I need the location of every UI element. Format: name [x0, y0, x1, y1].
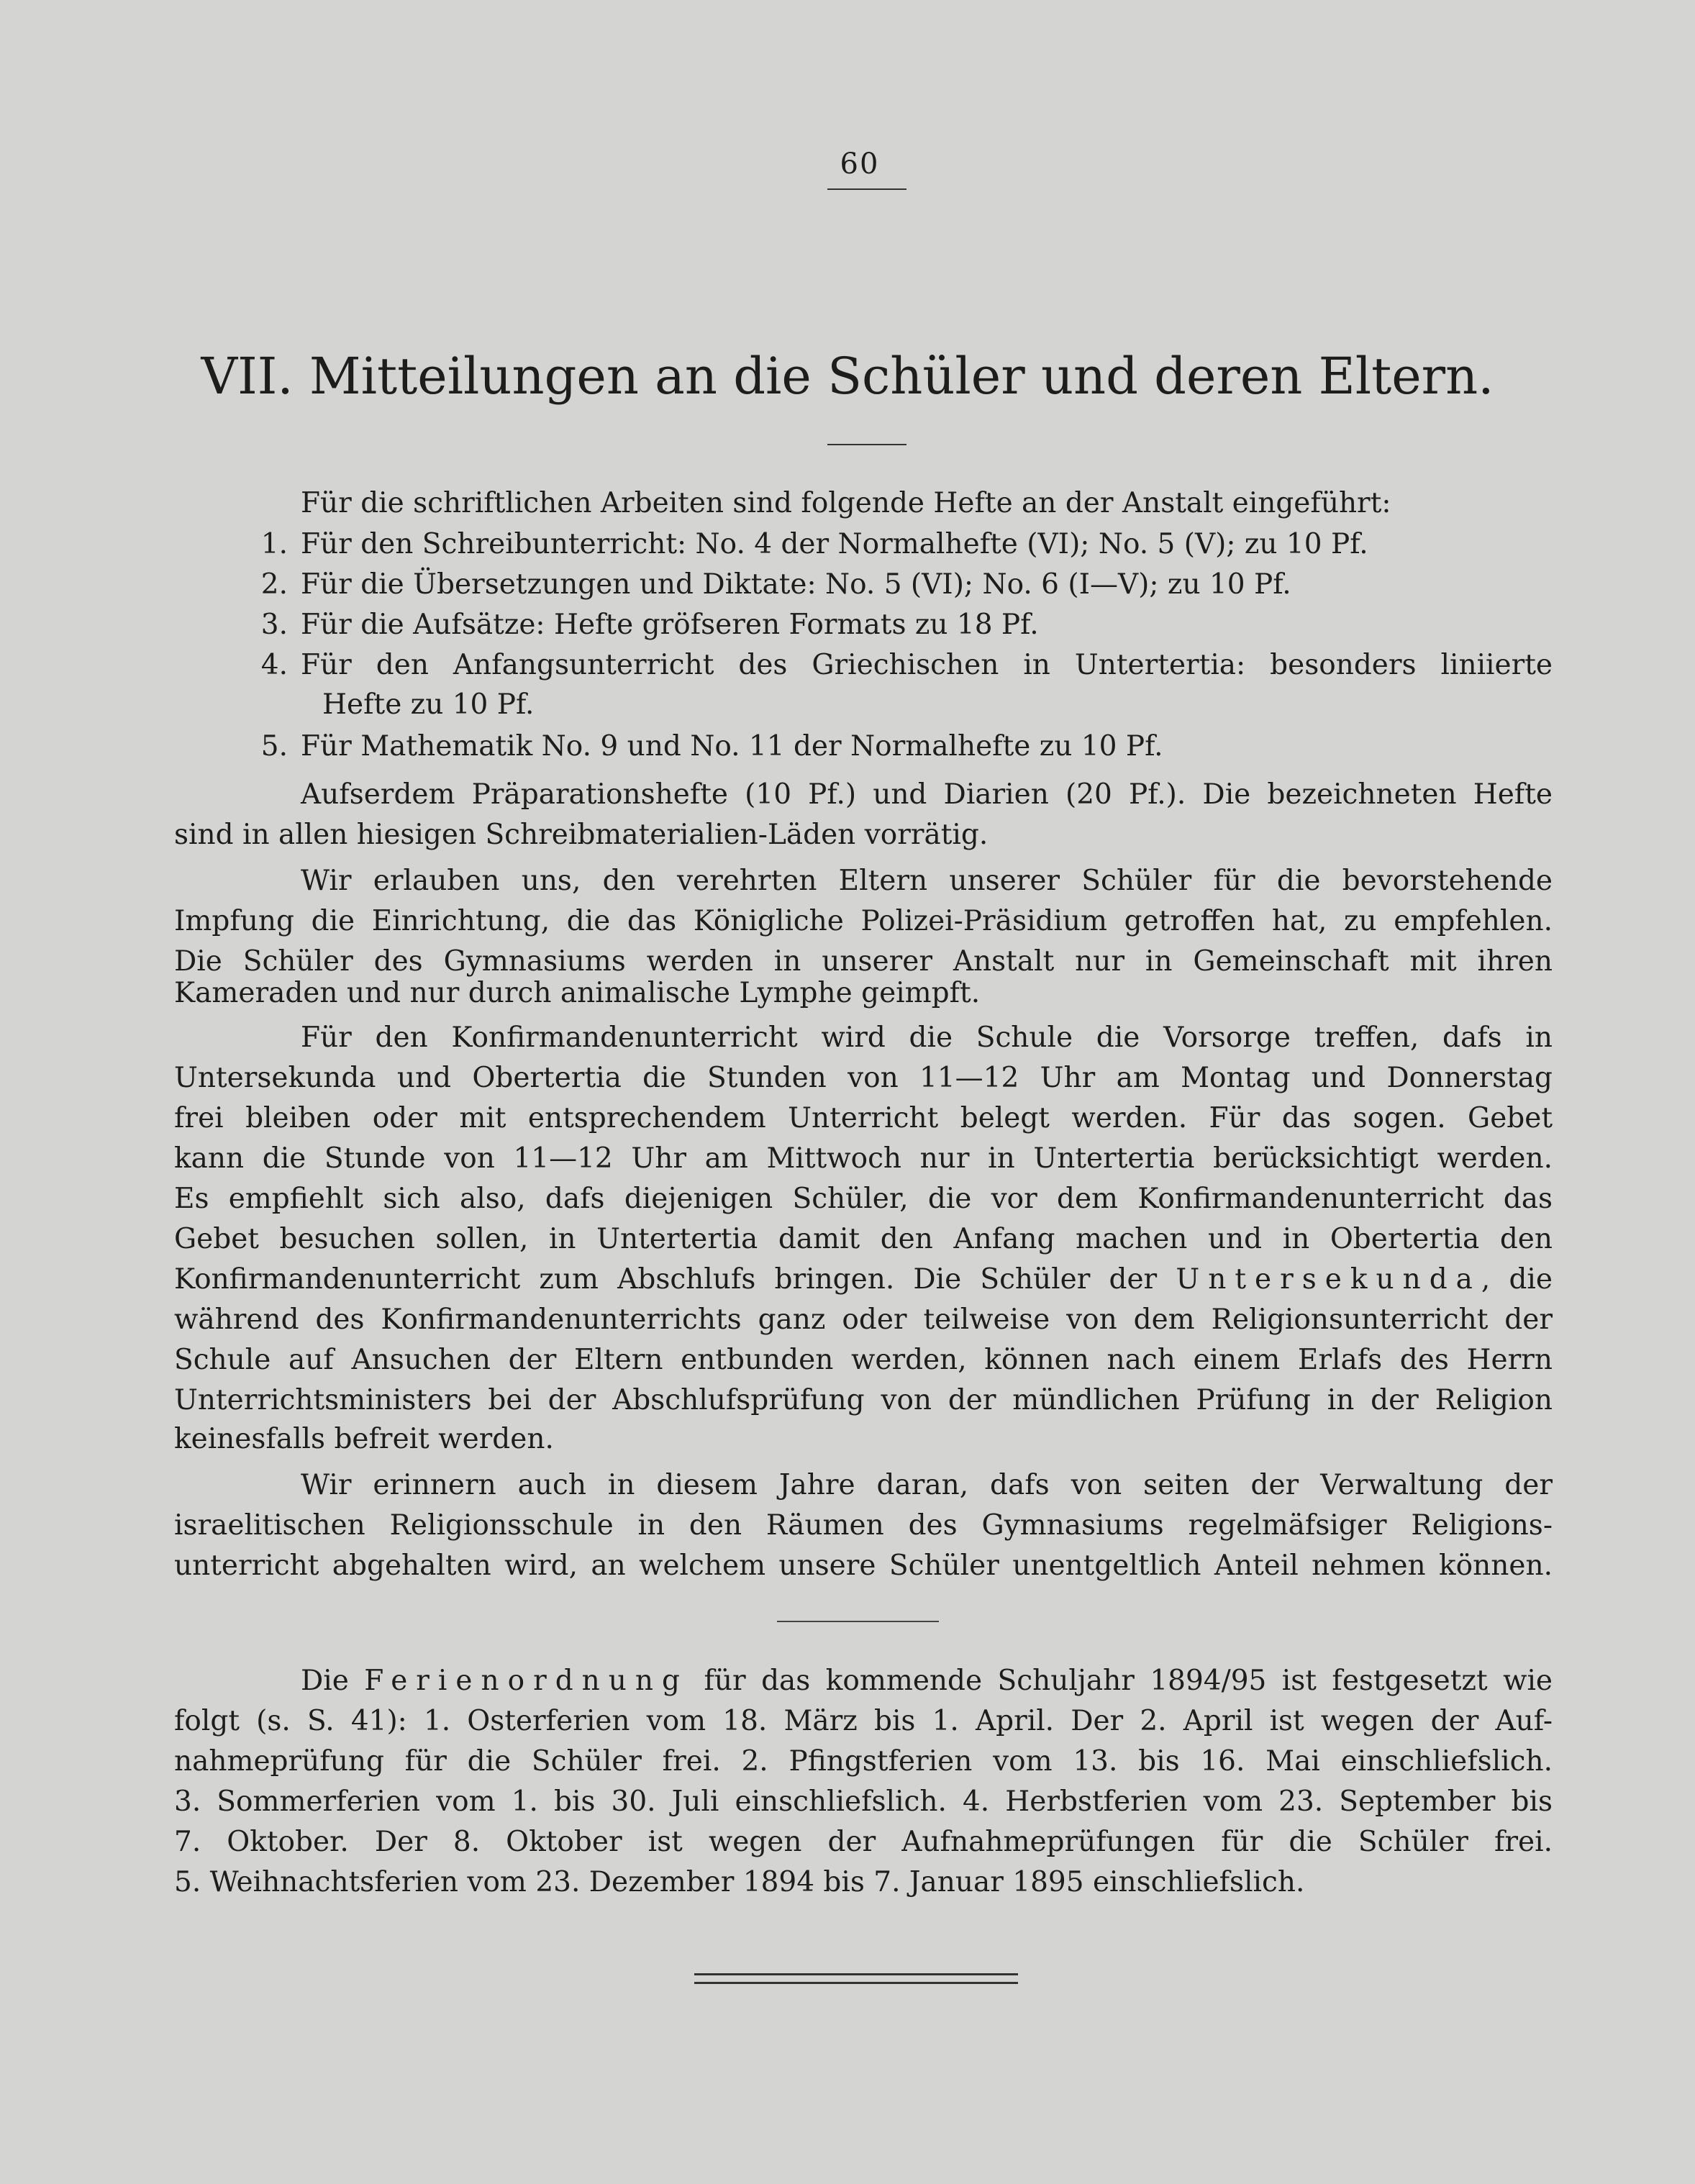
text-run: Konfirmandenunterricht zum Abschlufs bringen. Die Schüler der: [174, 1263, 1176, 1296]
paragraph-line: Für den Konfirmandenunterricht wird die Schule die Vorsorge treffen, dafs in: [301, 1022, 1553, 1054]
text-run: Die: [301, 1665, 365, 1697]
paragraph-line: unterricht abgehalten wird, an welchem unsere Schüler unentgeltlich Anteil nehmen können.: [174, 1550, 1553, 1582]
list-item-continuation: Hefte zu 10 Pf.: [322, 688, 535, 721]
paragraph-line: kann die Stunde von 11—12 Uhr am Mittwoch nur in Untertertia berücksichtigt werden.: [174, 1142, 1553, 1175]
paragraph-line: Wir erlauben uns, den verehrten Eltern unserer Schüler für die bevorstehende: [301, 865, 1553, 897]
list-item-number: 1.: [260, 528, 288, 560]
text-run: , die: [1481, 1263, 1553, 1296]
paragraph-line: 5. Weihnachtsferien vom 23. Dezember 1894 bis 7. Januar 1895 einschliefslich.: [174, 1866, 1305, 1898]
text-run: für das kommende Schuljahr 1894/95 ist festgesetzt wie: [689, 1665, 1553, 1697]
paragraph-line: [301, 1663, 1553, 1699]
emphasized-word: Untersekunda: [1176, 1263, 1481, 1296]
page-number: 60: [840, 147, 880, 181]
end-divider-top: [694, 1973, 1018, 1975]
paragraph-line: frei bleiben oder mit entsprechendem Unterricht belegt werden. Für das sogen. Gebet: [174, 1102, 1553, 1134]
paragraph-line: Impfung die Einrichtung, die das Königliche Polizei-Präsidium getroffen hat, zu empfehlen.: [174, 905, 1553, 937]
paragraph-line: Aufserdem Präparationshefte (10 Pf.) und Diarien (20 Pf.). Die bezeichneten Hefte: [301, 778, 1553, 811]
emphasized-word: Ferienordnung: [364, 1665, 689, 1697]
paragraph-line: Gebet besuchen sollen, in Untertertia damit den Anfang machen und in Obertertia den: [174, 1223, 1553, 1255]
paragraph-line: während des Konfirmandenunterrichts ganz oder teilweise von dem Religionsunterricht der: [174, 1303, 1553, 1336]
paragraph-line: 7. Oktober. Der 8. Oktober ist wegen der Aufnahmeprüfungen für die Schüler frei.: [174, 1826, 1553, 1858]
paragraph-line: nahmeprüfung für die Schüler frei. 2. Pfingstferien vom 13. bis 16. Mai einschliefslich.: [174, 1745, 1553, 1778]
notebooks-intro: Für die schriftlichen Arbeiten sind folgende Hefte an der Anstalt eingeführt:: [301, 487, 1391, 519]
paragraph-line: Wir erinnern auch in diesem Jahre daran, dafs von seiten der Verwaltung der: [301, 1469, 1553, 1501]
list-item-number: 3.: [260, 609, 288, 641]
page-number-rule: [827, 188, 906, 190]
paragraph-line: 3. Sommerferien vom 1. bis 30. Juli einschliefslich. 4. Herbstferien vom 23. September bis: [174, 1785, 1553, 1818]
paragraph-line: keinesfalls befreit werden.: [174, 1423, 554, 1455]
section-divider: [777, 1621, 939, 1622]
paragraph-line: [174, 1262, 1553, 1298]
list-item-number: 5.: [260, 730, 288, 763]
paragraph-line: Unterrichtsministers bei der Abschlufsprüfung von der mündlichen Prüfung in der Religion: [174, 1384, 1553, 1416]
list-item-number: 4.: [260, 649, 288, 681]
list-item: Für den Schreibunterricht: No. 4 der Normalhefte (VI); No. 5 (V); zu 10 Pf.: [301, 528, 1368, 560]
paragraph-line: Untersekunda und Obertertia die Stunden von 11—12 Uhr am Montag und Donnerstag: [174, 1062, 1553, 1094]
list-item: Für die Aufsätze: Hefte gröfseren Formats zu 18 Pf.: [301, 609, 1039, 641]
paragraph-line: folgt (s. S. 41): 1. Osterferien vom 18. März bis 1. April. Der 2. April ist wegen der Auf-: [174, 1705, 1553, 1737]
paragraph-line: israelitischen Religionsschule in den Räumen des Gymnasiums regelmäfsiger Religions-: [174, 1509, 1553, 1542]
paragraph-line: Kameraden und nur durch animalische Lymphe geimpft.: [174, 977, 981, 1009]
title-divider: [827, 444, 906, 445]
paragraph-line: Schule auf Ansuchen der Eltern entbunden werden, können nach einem Erlafs des Herrn: [174, 1344, 1553, 1376]
list-item: Für Mathematik No. 9 und No. 11 der Normalhefte zu 10 Pf.: [301, 730, 1163, 763]
paragraph-line: Die Schüler des Gymnasiums werden in unserer Anstalt nur in Gemeinschaft mit ihren: [174, 945, 1553, 978]
list-item: Für die Übersetzungen und Diktate: No. 5 (VI); No. 6 (I—V); zu 10 Pf.: [301, 568, 1291, 601]
paragraph-line: Es empfiehlt sich also, dafs diejenigen Schüler, die vor dem Konfirmandenunterricht das: [174, 1183, 1553, 1215]
end-divider-bottom: [694, 1982, 1018, 1984]
list-item-number: 2.: [260, 568, 288, 601]
paragraph-line: sind in allen hiesigen Schreibmaterialien-Läden vorrätig.: [174, 819, 989, 851]
list-item: Für den Anfangsunterricht des Griechischen in Untertertia: besonders liniierte: [301, 649, 1553, 681]
section-title: VII. Mitteilungen an die Schüler und deren Eltern.: [201, 347, 1494, 406]
